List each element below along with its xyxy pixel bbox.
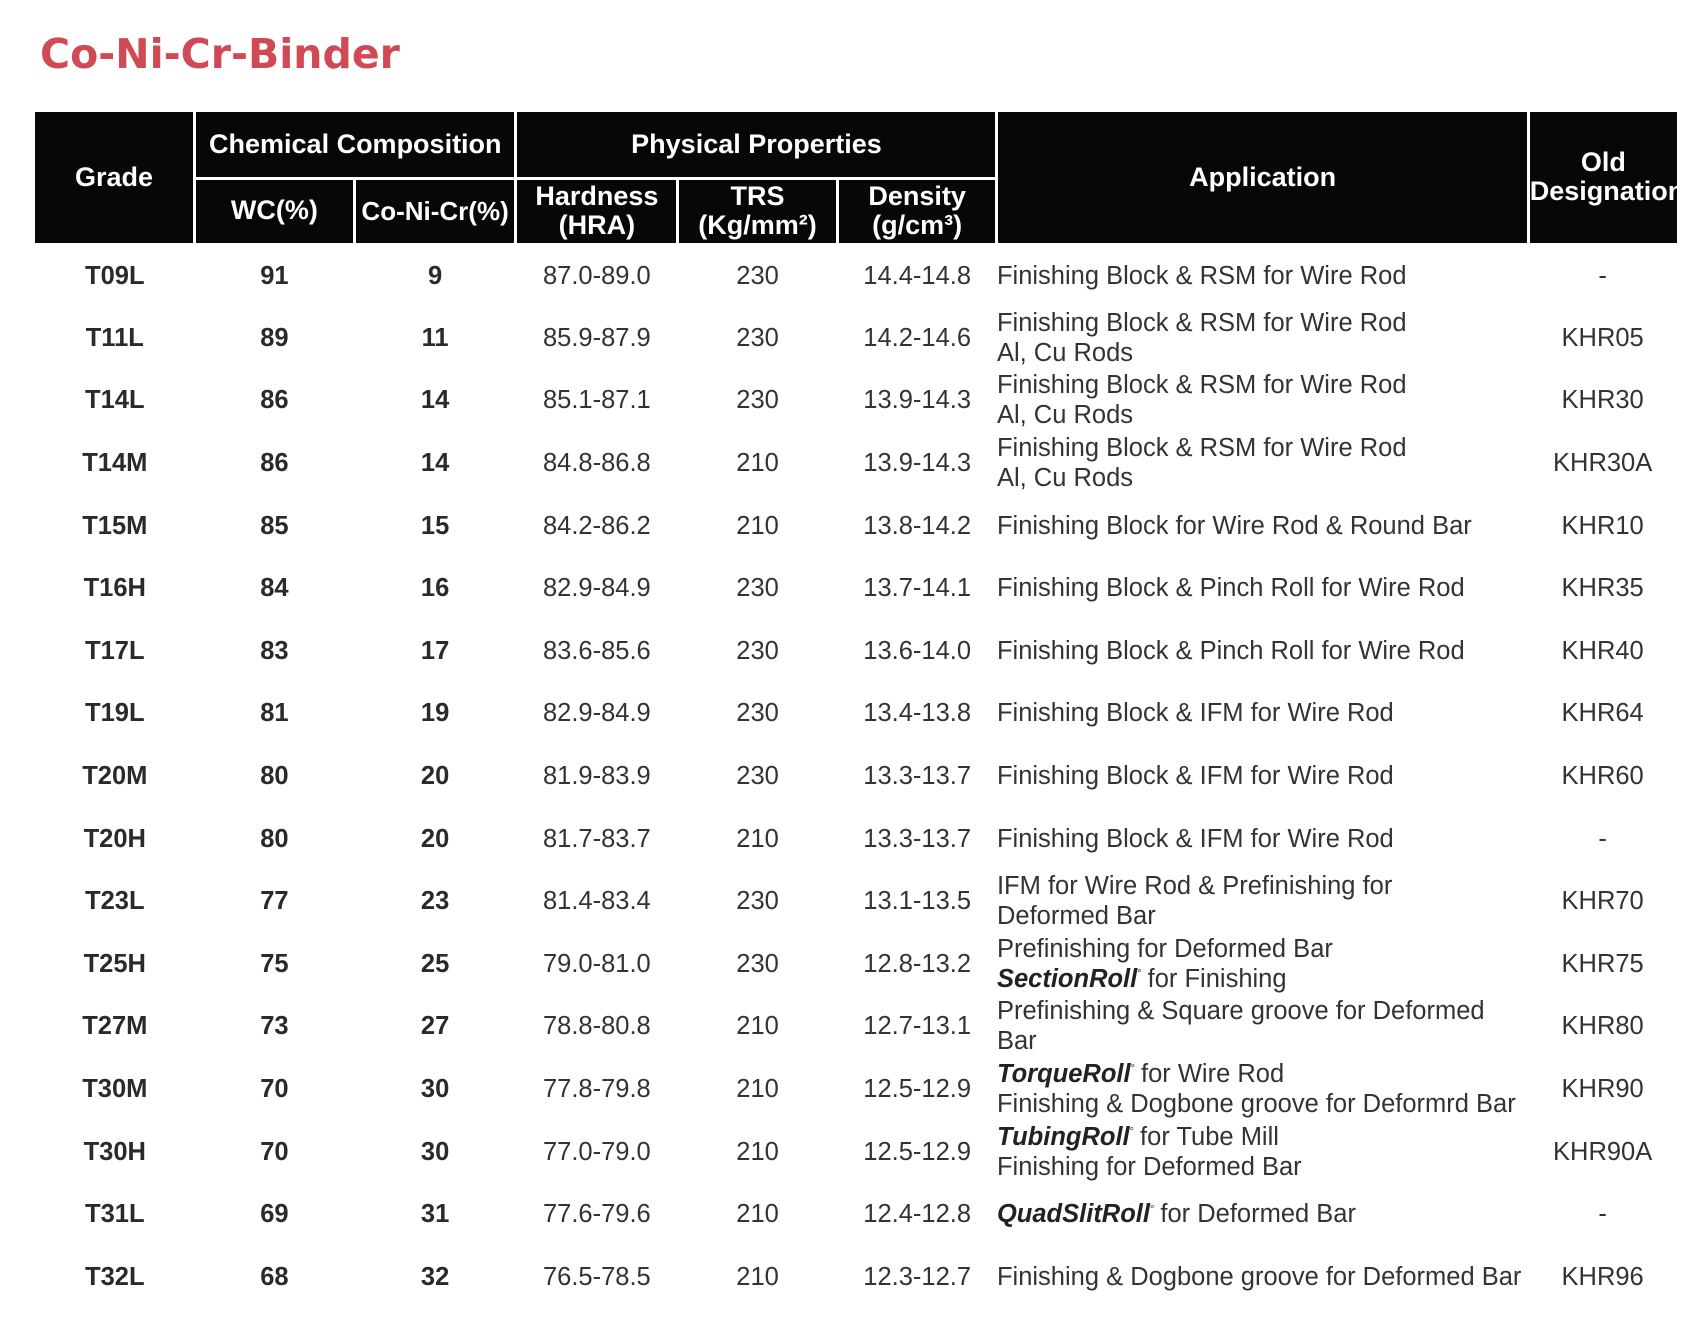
table-row — [35, 933, 1677, 996]
density-cell: 13.1-13.5 — [863, 887, 972, 916]
hardness-cell: 79.0-81.0 — [542, 949, 651, 978]
density-cell: 12.5-12.9 — [863, 1074, 972, 1103]
grade-cell: T15M — [82, 511, 148, 540]
header-physical-properties: Physical Properties — [516, 112, 997, 178]
trs-cell: 230 — [736, 262, 779, 290]
wc-cell: 70 — [260, 1137, 289, 1166]
application-line1 — [997, 1199, 1528, 1229]
co-ni-cr-cell: 11 — [421, 323, 449, 352]
hardness-cell: 81.9-83.9 — [542, 762, 651, 790]
density-cell: 13.9-14.3 — [863, 449, 972, 478]
application-text: Prefinishing & Square groove for Deformed Bar — [996, 997, 1485, 1056]
header-wc: WC(%) — [195, 178, 355, 244]
old-designation-cell: KHR10 — [1561, 511, 1644, 540]
co-ni-cr-cell: 19 — [420, 699, 450, 728]
header-application: Application — [997, 112, 1528, 244]
application-cell — [997, 995, 1528, 1058]
trs-cell: 210 — [736, 1137, 779, 1166]
hardness-cell: 81.4-83.4 — [542, 887, 651, 916]
grade-cell: T14M — [82, 449, 148, 478]
application-line2 — [997, 901, 1528, 931]
registered-mark-icon: ° — [1149, 1203, 1155, 1216]
hardness-cell: 84.8-86.8 — [542, 449, 651, 478]
old-designation-cell: KHR96 — [1561, 1262, 1644, 1291]
application-cell — [997, 1246, 1528, 1309]
co-ni-cr-cell: 25 — [420, 949, 450, 978]
product-brand-name: TubingRoll — [996, 1122, 1130, 1151]
table-row — [35, 620, 1677, 683]
application-text: Finishing Block & Pinch Roll for Wire Rod — [996, 574, 1465, 603]
application-text: for Tube Mill — [1140, 1122, 1279, 1151]
co-ni-cr-cell: 14 — [420, 386, 450, 415]
old-designation-cell: - — [1598, 824, 1607, 853]
header-chemical-composition: Chemical Composition — [195, 112, 516, 178]
co-ni-cr-cell: 31 — [420, 1200, 450, 1229]
table-row — [35, 745, 1677, 808]
grade-cell: T14L — [85, 386, 145, 415]
trs-cell: 210 — [736, 511, 779, 540]
application-text: Finishing Block & RSM for Wire Rod — [996, 434, 1407, 462]
application-cell — [997, 620, 1528, 683]
density-cell: 12.3-12.7 — [863, 1262, 972, 1291]
hardness-cell: 78.8-80.8 — [542, 1012, 651, 1041]
trs-cell: 230 — [736, 699, 779, 728]
product-brand-name: SectionRoll — [996, 964, 1138, 993]
hardness-cell: 83.6-85.6 — [542, 636, 651, 665]
application-text: Al, Cu Rods — [996, 464, 1134, 493]
old-designation-cell: KHR40 — [1561, 636, 1644, 665]
application-text: Finishing & Dogbone groove for Deformed Bar — [996, 1262, 1522, 1291]
application-line2 — [997, 400, 1528, 430]
wc-cell: 91 — [260, 262, 289, 290]
table-row — [35, 1058, 1677, 1121]
application-line1 — [997, 761, 1528, 791]
header-grade: Grade — [35, 112, 195, 244]
wc-cell: 89 — [260, 323, 289, 352]
application-line1 — [997, 511, 1528, 541]
application-line1 — [997, 1122, 1528, 1152]
density-cell: 12.5-12.9 — [863, 1137, 972, 1166]
header-density — [837, 178, 997, 244]
application-text: for Deformed Bar — [1160, 1200, 1356, 1229]
application-cell — [997, 807, 1528, 870]
co-ni-cr-cell: 20 — [420, 824, 450, 853]
co-ni-cr-cell: 23 — [420, 887, 450, 916]
co-ni-cr-cell: 30 — [420, 1137, 450, 1166]
hardness-cell: 77.8-79.8 — [542, 1074, 651, 1103]
co-ni-cr-cell: 17 — [420, 636, 450, 665]
application-line1 — [997, 698, 1528, 728]
application-cell — [997, 244, 1528, 307]
application-cell — [997, 1183, 1528, 1246]
trs-cell: 210 — [736, 1200, 779, 1229]
old-designation-cell: KHR30A — [1553, 449, 1653, 478]
application-line1 — [997, 871, 1528, 901]
grade-cell: T25H — [83, 949, 146, 978]
application-line1 — [997, 308, 1528, 338]
application-text: Finishing Block & IFM for Wire Rod — [996, 699, 1394, 728]
trs-cell: 230 — [736, 574, 779, 603]
grade-cell: T30M — [82, 1074, 148, 1103]
application-text: Deformed Bar — [996, 902, 1156, 931]
table-row — [35, 1183, 1677, 1246]
wc-cell: 81 — [260, 699, 289, 728]
grade-cell: T30H — [83, 1137, 146, 1166]
application-line2 — [997, 463, 1528, 493]
trs-cell: 230 — [736, 762, 779, 790]
hardness-cell: 81.7-83.7 — [542, 824, 651, 853]
old-designation-cell: KHR80 — [1561, 1012, 1644, 1041]
table-row — [35, 369, 1677, 432]
application-line1 — [997, 433, 1528, 463]
grade-table — [35, 112, 1685, 1308]
application-line1 — [997, 261, 1528, 291]
trs-cell: 210 — [736, 824, 779, 853]
application-text: IFM for Wire Rod & Prefinishing for — [996, 872, 1393, 901]
grade-cell: T16H — [83, 574, 146, 603]
application-cell — [997, 870, 1528, 933]
application-text: Finishing Block & IFM for Wire Rod — [996, 762, 1394, 790]
co-ni-cr-cell: 15 — [420, 511, 450, 540]
wc-cell: 86 — [260, 449, 289, 478]
table-body — [35, 244, 1677, 1308]
header-density-line2: (g/cm³) — [872, 210, 963, 240]
hardness-cell: 87.0-89.0 — [542, 262, 651, 290]
co-ni-cr-cell: 14 — [420, 449, 450, 478]
density-cell: 13.8-14.2 — [863, 511, 972, 540]
header-hardness — [516, 178, 678, 244]
trs-cell: 230 — [736, 323, 779, 352]
header-co-ni-cr: Co-Ni-Cr(%) — [354, 178, 516, 244]
application-line2 — [997, 1089, 1528, 1119]
header-old-designation — [1528, 112, 1685, 244]
application-text: Finishing Block & Pinch Roll for Wire Rod — [996, 636, 1465, 665]
density-cell: 14.2-14.6 — [863, 323, 972, 352]
table-row — [35, 1120, 1677, 1183]
application-line2 — [997, 338, 1528, 368]
hardness-cell: 85.1-87.1 — [542, 386, 651, 415]
old-designation-cell: KHR60 — [1561, 762, 1644, 790]
application-line1 — [997, 636, 1528, 666]
application-text: Finishing Block & RSM for Wire Rod — [996, 308, 1407, 337]
co-ni-cr-cell: 30 — [420, 1074, 450, 1103]
wc-cell: 75 — [260, 949, 289, 978]
grade-cell: T23L — [85, 887, 145, 916]
application-text: Finishing Block & RSM for Wire Rod — [996, 371, 1407, 400]
application-cell — [997, 682, 1528, 745]
header-hardness-line2: (HRA) — [558, 210, 636, 240]
old-designation-cell: - — [1598, 262, 1607, 290]
hardness-cell: 85.9-87.9 — [542, 323, 651, 352]
application-cell — [997, 307, 1528, 370]
trs-cell: 230 — [736, 887, 779, 916]
header-old-line1: Old — [1580, 147, 1626, 178]
co-ni-cr-cell: 9 — [427, 262, 443, 290]
product-brand-name: QuadSlitRoll — [996, 1200, 1150, 1229]
density-cell: 13.6-14.0 — [863, 636, 972, 665]
grade-cell: T17L — [85, 636, 145, 665]
density-cell: 14.4-14.8 — [863, 262, 972, 290]
header-trs-line2: (Kg/mm²) — [698, 210, 817, 240]
wc-cell: 80 — [260, 824, 289, 853]
wc-cell: 83 — [260, 636, 289, 665]
old-designation-cell: KHR64 — [1561, 699, 1644, 728]
old-designation-cell: KHR70 — [1561, 887, 1644, 916]
application-text: for Finishing — [1147, 964, 1287, 993]
application-cell — [997, 933, 1528, 996]
co-ni-cr-cell: 20 — [420, 762, 450, 790]
trs-cell: 210 — [736, 1074, 779, 1103]
table-row — [35, 682, 1677, 745]
trs-cell: 210 — [736, 1012, 779, 1041]
application-line1 — [997, 824, 1528, 854]
density-cell: 13.9-14.3 — [863, 386, 972, 415]
table-row — [35, 870, 1677, 933]
trs-cell: 230 — [736, 386, 779, 415]
grade-cell: T11L — [85, 323, 144, 352]
density-cell: 12.7-13.1 — [863, 1012, 972, 1041]
trs-cell: 210 — [736, 1262, 779, 1291]
density-cell: 13.4-13.8 — [863, 699, 972, 728]
old-designation-cell: KHR30 — [1561, 386, 1644, 415]
trs-cell: 210 — [736, 449, 779, 478]
grade-cell: T09L — [85, 262, 145, 290]
co-ni-cr-cell: 27 — [420, 1012, 450, 1041]
trs-cell: 230 — [736, 636, 779, 665]
grade-cell: T20M — [82, 762, 148, 790]
grade-cell: T19L — [85, 699, 145, 728]
grade-cell: T27M — [82, 1012, 148, 1041]
header-trs-line1: TRS — [730, 180, 785, 211]
old-designation-cell: KHR05 — [1561, 323, 1644, 352]
grade-cell: T32L — [85, 1262, 145, 1291]
registered-mark-icon: ° — [1137, 968, 1142, 981]
trs-cell: 230 — [736, 949, 779, 978]
application-text: Finishing Block & RSM for Wire Rod — [996, 262, 1407, 290]
grade-cell: T20H — [83, 824, 146, 853]
application-text: Finishing for Deformed Bar — [996, 1152, 1302, 1181]
table-row — [35, 557, 1677, 620]
grade-cell: T31L — [85, 1200, 145, 1229]
wc-cell: 86 — [260, 386, 289, 415]
application-text: Finishing & Dogbone groove for Deformrd Bar — [996, 1090, 1516, 1119]
old-designation-cell: KHR75 — [1561, 949, 1644, 978]
application-line1 — [997, 934, 1528, 964]
application-text: Prefinishing for Deformed Bar — [996, 934, 1333, 963]
density-cell: 13.3-13.7 — [863, 824, 972, 853]
old-designation-cell: KHR35 — [1561, 574, 1644, 603]
application-line1 — [997, 573, 1528, 603]
application-cell — [997, 369, 1528, 432]
table-row — [35, 244, 1677, 307]
header-hardness-line1: Hardness — [535, 180, 659, 211]
header-trs — [678, 178, 838, 244]
wc-cell: 84 — [260, 574, 289, 603]
hardness-cell: 82.9-84.9 — [542, 574, 651, 603]
density-cell: 12.4-12.8 — [863, 1200, 972, 1229]
wc-cell: 70 — [260, 1074, 289, 1103]
density-cell: 13.7-14.1 — [863, 574, 972, 603]
page-title: Co-Ni-Cr-Binder — [40, 30, 400, 78]
application-line1 — [997, 996, 1528, 1056]
application-line1 — [997, 370, 1528, 400]
header-old-line2: Designation — [1529, 176, 1685, 207]
application-text: Al, Cu Rods — [996, 338, 1134, 367]
hardness-cell: 77.0-79.0 — [542, 1137, 651, 1166]
application-cell — [997, 1120, 1528, 1183]
wc-cell: 69 — [260, 1200, 289, 1229]
wc-cell: 77 — [260, 887, 289, 916]
application-cell — [997, 432, 1528, 495]
density-cell: 13.3-13.7 — [863, 762, 972, 790]
application-line1 — [997, 1262, 1528, 1292]
table-row — [35, 1246, 1677, 1309]
product-brand-name: TorqueRoll — [996, 1059, 1131, 1088]
application-text: Finishing Block & IFM for Wire Rod — [996, 824, 1394, 853]
registered-mark-icon: ° — [1129, 1126, 1135, 1139]
table-row — [35, 432, 1677, 495]
hardness-cell: 76.5-78.5 — [542, 1262, 651, 1291]
co-ni-cr-cell: 32 — [420, 1262, 450, 1291]
density-cell: 12.8-13.2 — [863, 949, 972, 978]
application-cell — [997, 1058, 1528, 1121]
co-ni-cr-cell: 16 — [420, 574, 450, 603]
wc-cell: 68 — [260, 1262, 289, 1291]
application-line1 — [997, 1059, 1528, 1089]
old-designation-cell: KHR90A — [1553, 1137, 1653, 1166]
hardness-cell: 82.9-84.9 — [542, 699, 651, 728]
application-line2 — [997, 1152, 1528, 1182]
registered-mark-icon: ° — [1130, 1063, 1136, 1076]
application-line2 — [997, 964, 1528, 994]
old-designation-cell: - — [1598, 1200, 1607, 1229]
wc-cell: 85 — [260, 511, 289, 540]
application-cell — [997, 745, 1528, 808]
table-row — [35, 807, 1677, 870]
wc-cell: 73 — [260, 1012, 289, 1041]
hardness-cell: 77.6-79.6 — [542, 1200, 651, 1229]
application-text: Finishing Block for Wire Rod & Round Bar — [996, 511, 1472, 540]
wc-cell: 80 — [260, 762, 289, 790]
application-text: for Wire Rod — [1141, 1059, 1285, 1088]
application-cell — [997, 557, 1528, 620]
table-row — [35, 307, 1677, 370]
application-cell — [997, 494, 1528, 557]
hardness-cell: 84.2-86.2 — [542, 511, 651, 540]
application-text: Al, Cu Rods — [996, 401, 1134, 430]
table-header — [35, 112, 1685, 244]
header-density-line1: Density — [868, 180, 966, 211]
table-row — [35, 494, 1677, 557]
old-designation-cell: KHR90 — [1561, 1074, 1644, 1103]
table-row — [35, 995, 1677, 1058]
